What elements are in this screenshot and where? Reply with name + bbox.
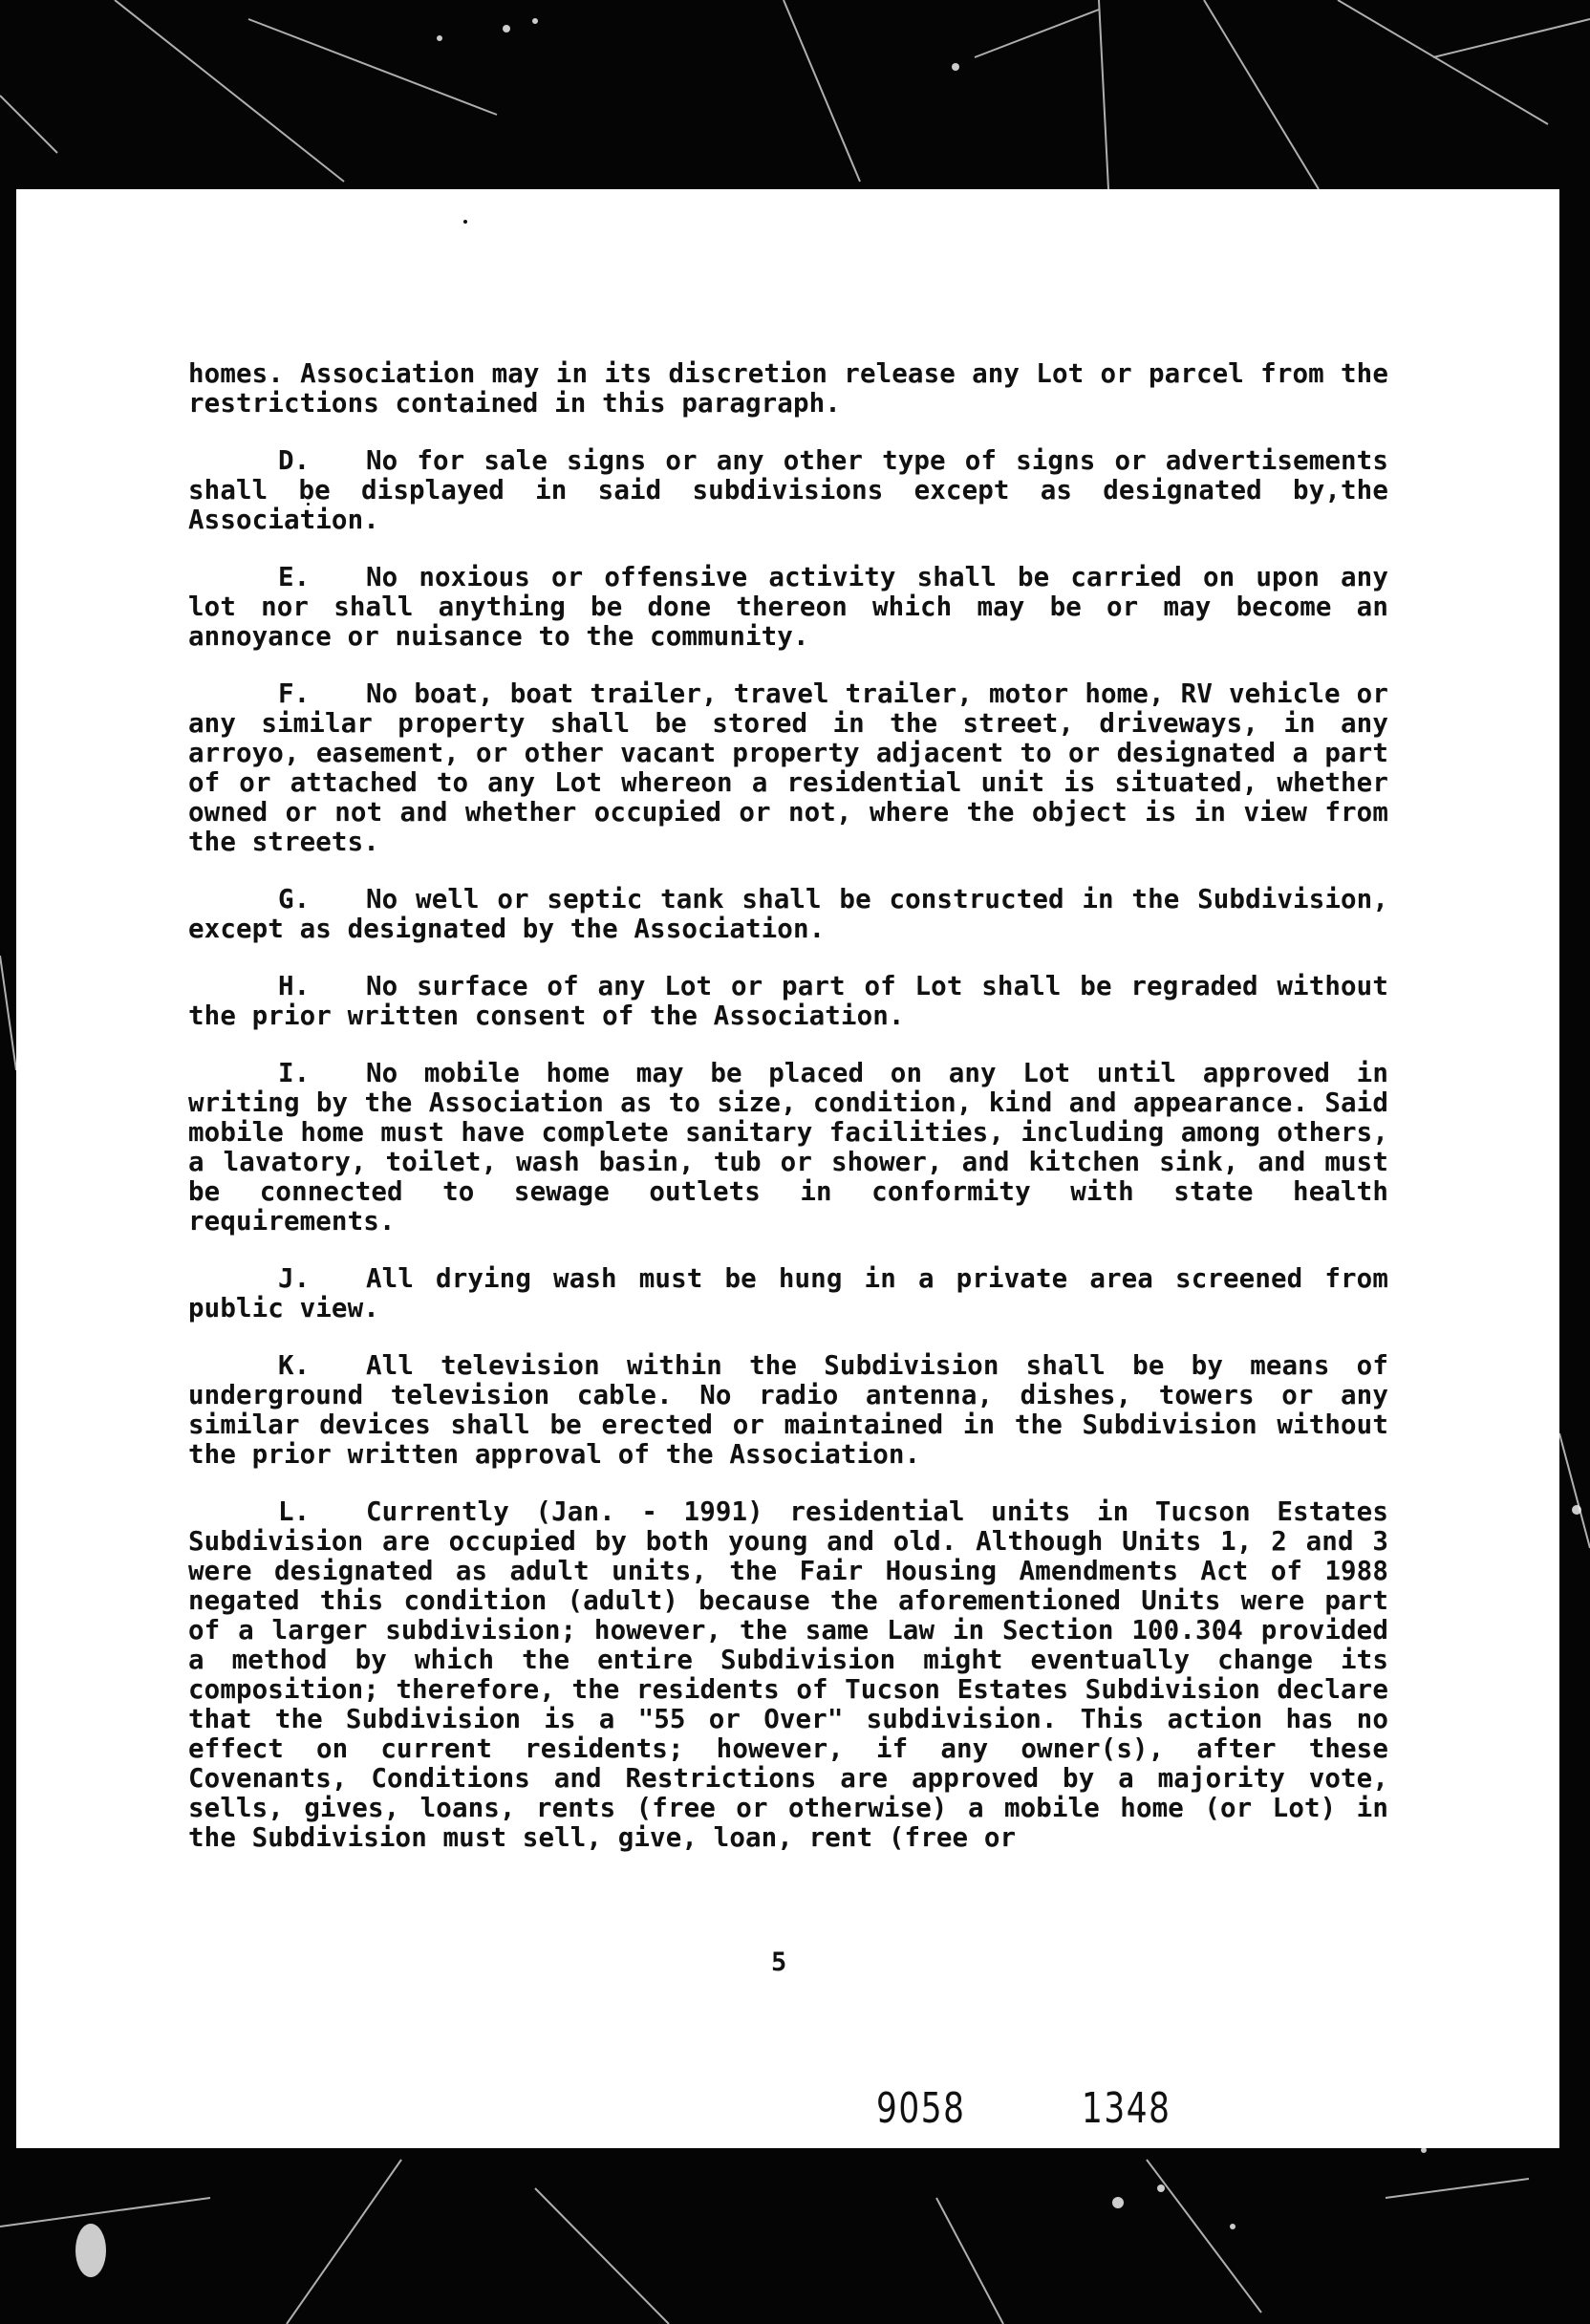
paragraph-e: [188, 563, 1388, 652]
paragraph-label: L.: [278, 1496, 311, 1527]
recording-stamp-page: 1348: [1082, 2084, 1171, 2133]
paragraph-h: [188, 972, 1388, 1031]
paragraph-label: H.: [278, 971, 311, 1001]
paragraph-text: No surface of any Lot or part of Lot shall be regraded without the prior written consent of the Association.: [188, 971, 1388, 1031]
paragraph-text: No for sale signs or any other type of signs or advertisements shall be displayed in said subdivisions except as designated by,the Association.: [188, 445, 1388, 535]
paragraph-text: Currently (Jan. - 1991) residential units in Tucson Estates Subdivision are occupied by both young and old. Although Units 1, 2 and 3 were designated as adult units, the Fair Housing Amendments Act of 1988 negated this condition (adult) because the aforementioned Units were part of a larger subdivision; however, the same Law in Section 100.304 provided a method by which the entire Subdivision might eventually change its composition; therefore, the residents of Tucson Estates Subdivision declare that the Subdivision is a "55 or Over" subdivision. This action has no effect on current residents; however, if any owner(s), after these Covenants, Conditions and Restrictions are approved by a majority vote, sells, gives, loans, rents (free or otherwise) a mobile home (or Lot) in the Subdivision must sell, give, loan, rent (free or: [188, 1496, 1388, 1853]
paragraph-d: [188, 446, 1388, 535]
paragraph-text: No well or septic tank shall be constructed in the Subdivision, except as designated by the Association.: [188, 884, 1388, 944]
paragraph-label: D.: [278, 445, 311, 476]
paragraph-label: I.: [278, 1058, 311, 1088]
paragraph-l: [188, 1497, 1388, 1853]
paragraph-text: No noxious or offensive activity shall be carried on upon any lot nor shall anything be done thereon which may be or may become an annoyance or nuisance to the community.: [188, 562, 1388, 652]
paragraph-f: [188, 679, 1388, 857]
paragraph-text: homes. Association may in its discretion release any Lot or parcel from the restrictions contained in this paragraph.: [188, 358, 1388, 419]
paragraph-text: No boat, boat trailer, travel trailer, motor home, RV vehicle or any similar property shall be stored in the street, driveways, in any arroyo, easement, or other vacant property adjacent to or designated a part of or attached to any Lot whereon a residential unit is situated, whether owned or not and whether occupied or not, where the object is in view from the streets.: [188, 678, 1388, 857]
document-body: [188, 359, 1388, 1881]
recording-stamp-book: 9058: [876, 2084, 966, 2133]
page-number: 5: [771, 1947, 787, 1977]
scan-speck: [463, 220, 467, 224]
paragraph-i: [188, 1059, 1388, 1237]
paragraph-label: K.: [278, 1350, 311, 1381]
document-page: [16, 189, 1559, 2148]
paragraph-text: No mobile home may be placed on any Lot until approved in writing by the Association as to size, condition, kind and appearance. Said mobile home must have complete sanitary facilities, including among others, a lavatory, toilet, wash basin, tub or shower, and kitchen sink, and must be connected to sewage outlets in conformity with state health requirements.: [188, 1058, 1388, 1237]
paragraph-label: E.: [278, 562, 311, 592]
paragraph-text: All drying wash must be hung in a private area screened from public view.: [188, 1263, 1388, 1323]
paragraph-k: [188, 1351, 1388, 1470]
paragraph-text: All television within the Subdivision shall be by means of underground television cable. No radio antenna, dishes, towers or any similar devices shall be erected or maintained in the Subdivision without the prior written approval of the Association.: [188, 1350, 1388, 1470]
paragraph-label: F.: [278, 678, 311, 709]
paragraph-j: [188, 1264, 1388, 1323]
paragraph-label: J.: [278, 1263, 311, 1294]
paragraph-g: [188, 885, 1388, 944]
paragraph-label: G.: [278, 884, 311, 915]
paragraph-continuation: [188, 359, 1388, 419]
